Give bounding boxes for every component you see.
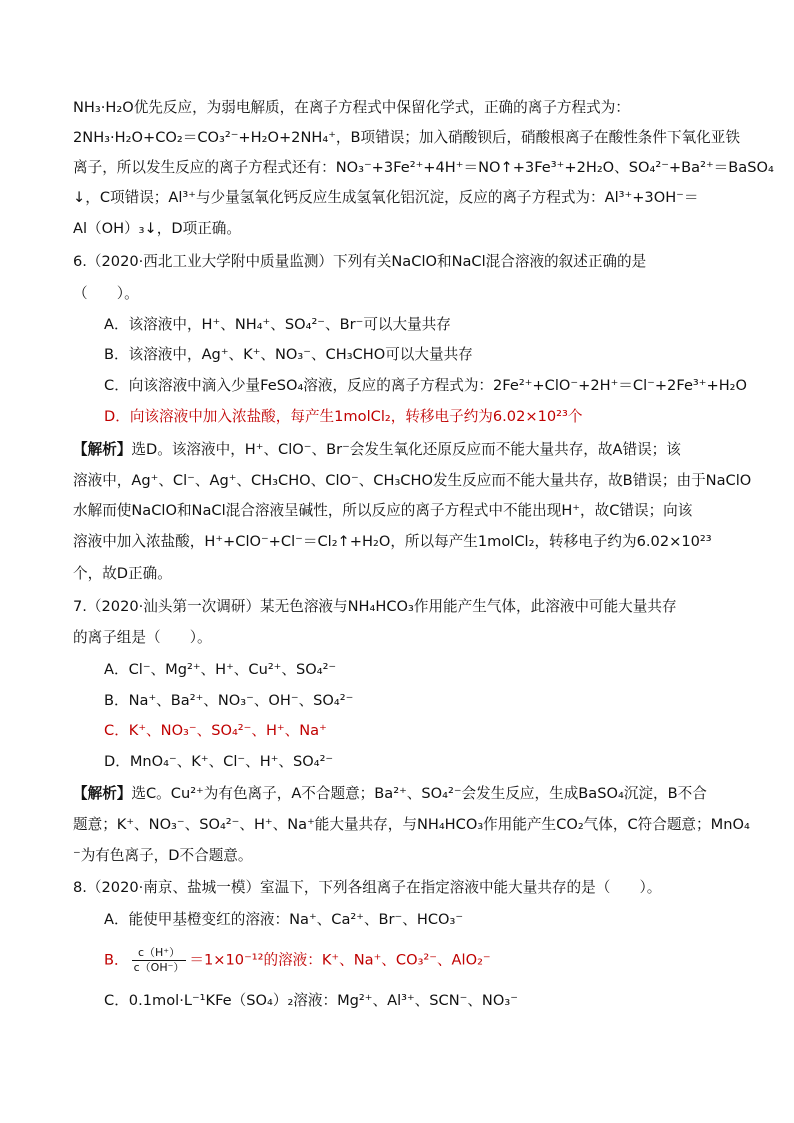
question-7-option-b: B．Na⁺、Ba²⁺、NO₃⁻、OH⁻、SO₄²⁻ — [104, 692, 354, 709]
explanation-line: ↓，C项错误；Al³⁺与少量氢氧化钙反应生成氢氧化铝沉淀，反应的离子方程式为：Al³⁺+3OH⁻＝ — [73, 189, 699, 206]
explanation-line: 离子，所以发生反应的离子方程式还有：NO₃⁻+3Fe²⁺+4H⁺＝NO↑+3Fe³⁺+2H₂O、SO₄²⁻+Ba²⁺＝BaSO₄ — [73, 159, 774, 176]
explanation-line: ⁻为有色离子，D不合题意。 — [73, 847, 253, 864]
question-7-stem: 7.（2020·汕头第一次调研）某无色溶液与NH₄HCO₃作用能产生气体，此溶液中可能大量共存 — [73, 598, 677, 615]
explanation-line: 题意；K⁺、NO₃⁻、SO₄²⁻、H⁺、Na⁺能大量共存，与NH₄HCO₃作用能产生CO₂气体，C符合题意；MnO₄ — [73, 816, 750, 833]
explanation-label: 【解析】 — [73, 441, 132, 458]
question-8-stem: 8.（2020·南京、盐城一模）室温下，下列各组离子在指定溶液中能大量共存的是（ ）。 — [73, 879, 662, 896]
explanation-text: 选D。该溶液中，H⁺、ClO⁻、Br⁻会发生氧化还原反应而不能大量共存，故A错误；该 — [131, 441, 681, 458]
explanation-text: 选C。Cu²⁺为有色离子，A不合题意；Ba²⁺、SO₄²⁻会发生反应，生成BaSO₄沉淀，B不合 — [131, 785, 707, 802]
explanation-line: NH₃·H₂O优先反应，为弱电解质，在离子方程式中保留化学式，正确的离子方程式为： — [73, 99, 630, 116]
explanation-line: 水解而使NaClO和NaCl混合溶液呈碱性，所以反应的离子方程式中不能出现H⁺，故C错误；向该 — [73, 502, 693, 519]
option-label: B． — [104, 951, 129, 969]
explanation-line: Al（OH）₃↓，D项正确。 — [73, 220, 241, 237]
question-6-option-d-answer: D．向该溶液中加入浓盐酸，每产生1molCl₂，转移电子约为6.02×10²³个 — [104, 408, 583, 425]
question-8-option-b-answer — [104, 946, 491, 975]
question-6-stem-blank: （ ）。 — [73, 285, 139, 302]
question-8-option-c: C．0.1mol·L⁻¹KFe（SO₄）₂溶液：Mg²⁺、Al³⁺、SCN⁻、NO₃⁻ — [104, 992, 518, 1009]
fraction-numerator: c（H⁺） — [132, 946, 187, 961]
question-7-option-c-answer: C．K⁺、NO₃⁻、SO₄²⁻、H⁺、Na⁺ — [104, 722, 327, 739]
question-8-option-a: A．能使甲基橙变红的溶液：Na⁺、Ca²⁺、Br⁻、HCO₃⁻ — [104, 911, 464, 928]
question-6-option-c: C．向该溶液中滴入少量FeSO₄溶液，反应的离子方程式为：2Fe²⁺+ClO⁻+2H⁺＝Cl⁻+2Fe³⁺+H₂O — [104, 377, 748, 394]
explanation-line: 个，故D正确。 — [73, 565, 172, 582]
question-6-option-b: B．该溶液中，Ag⁺、K⁺、NO₃⁻、CH₃CHO可以大量共存 — [104, 346, 473, 363]
question-6-stem: 6.（2020·西北工业大学附中质量监测）下列有关NaClO和NaCl混合溶液的叙述正确的是 — [73, 253, 647, 270]
concentration-ratio-fraction — [132, 946, 187, 975]
explanation-line: 2NH₃·H₂O+CO₂＝CO₃²⁻+H₂O+2NH₄⁺，B项错误；加入硝酸钡后，硝酸根离子在酸性条件下氧化亚铁 — [73, 129, 740, 146]
question-7-stem-blank: 的离子组是（ ）。 — [73, 629, 212, 646]
explanation-line: 溶液中，Ag⁺、Cl⁻、Ag⁺、CH₃CHO、ClO⁻、CH₃CHO发生反应而不能大量共存，故B错误；由于NaClO — [73, 472, 752, 489]
question-7-option-d: D．MnO₄⁻、K⁺、Cl⁻、H⁺、SO₄²⁻ — [104, 753, 334, 770]
question-7-option-a: A．Cl⁻、Mg²⁺、H⁺、Cu²⁺、SO₄²⁻ — [104, 661, 337, 678]
question-7-explanation — [73, 784, 707, 804]
question-6-explanation — [73, 440, 681, 460]
option-text: ＝1×10⁻¹²的溶液：K⁺、Na⁺、CO₃²⁻、AlO₂⁻ — [189, 951, 491, 969]
question-6-option-a: A．该溶液中，H⁺、NH₄⁺、SO₄²⁻、Br⁻可以大量共存 — [104, 316, 451, 333]
explanation-line: 溶液中加入浓盐酸，H⁺+ClO⁻+Cl⁻＝Cl₂↑+H₂O，所以每产生1molCl₂，转移电子约为6.02×10²³ — [73, 533, 712, 550]
fraction-denominator: c（OH⁻） — [133, 961, 185, 974]
explanation-label: 【解析】 — [73, 785, 132, 802]
